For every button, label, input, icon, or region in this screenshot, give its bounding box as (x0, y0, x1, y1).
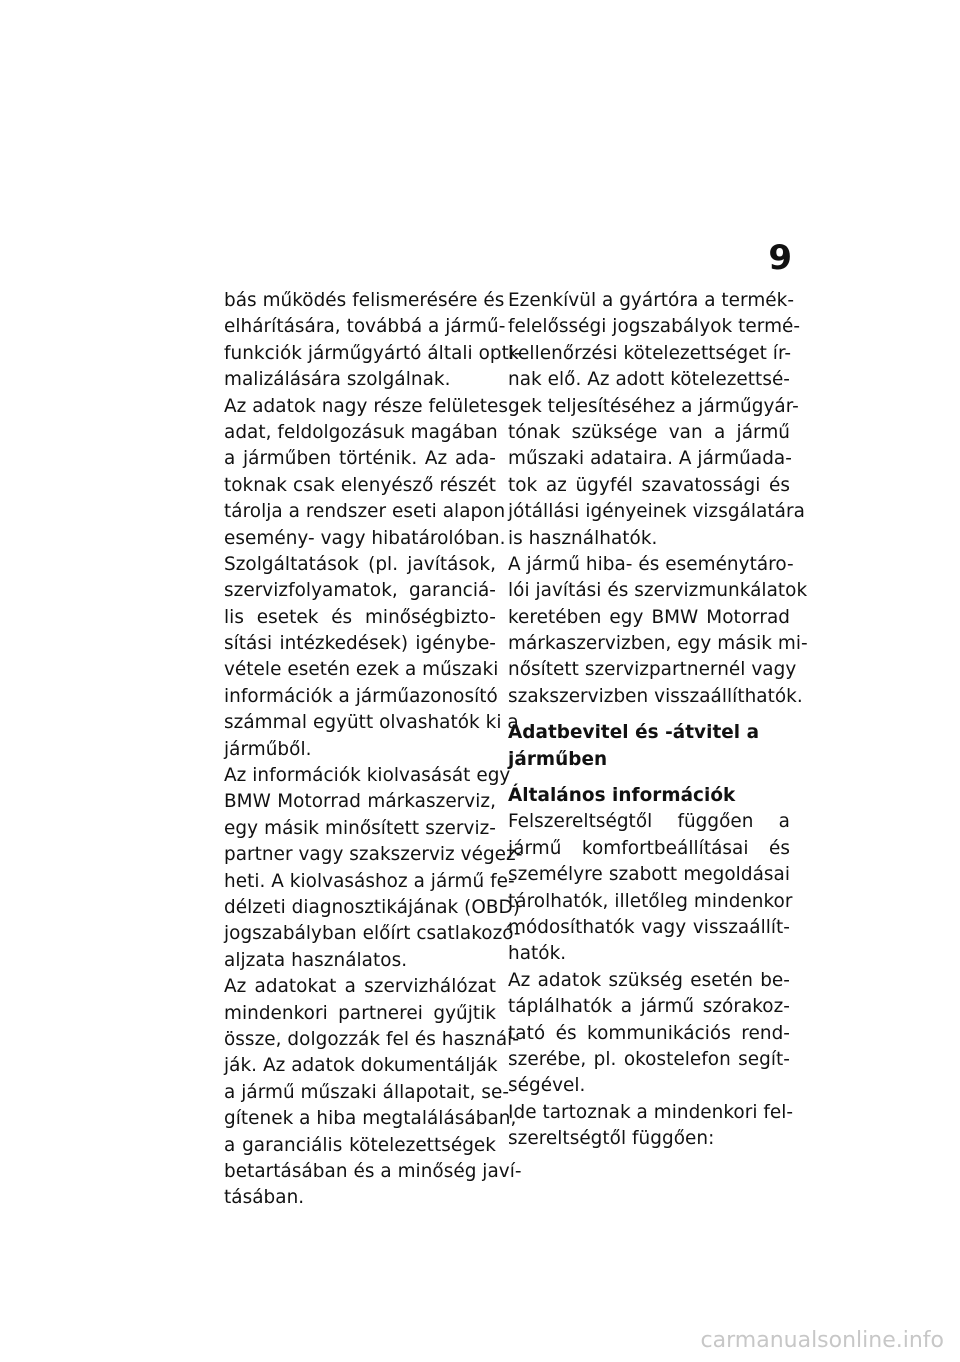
right-column (508, 288, 808, 1153)
text-line: Ezenkívül a gyártóra a termék- (508, 290, 795, 311)
paragraph (508, 968, 790, 1100)
text-line: sítási intézkedések) igénybe- (224, 633, 496, 655)
text-line: gek teljesítéséhez a járműgyár- (508, 395, 799, 417)
text-line: a jármű műszaki állapotait, se- (224, 1081, 510, 1103)
paragraph (224, 763, 523, 974)
page-number: 9 (768, 238, 792, 278)
text-line: Az adatok nagy része felületes (224, 395, 509, 417)
text-line: felelősségi jogszabályok termé- (508, 316, 801, 338)
text-line: információk a járműazonosító (224, 685, 498, 707)
text-line: toknak csak elenyésző részét (224, 474, 496, 496)
paragraph (508, 288, 805, 552)
text-line: hatók. (508, 943, 567, 965)
text-line: BMW Motorrad márkaszerviz, (224, 791, 496, 813)
text-line: betartásában és a minőség javí- (224, 1160, 522, 1182)
text-line: össze, dolgozzák fel és használ- (224, 1028, 520, 1050)
text-line: esemény- vagy hibatárolóban. (224, 527, 506, 549)
text-line: tónak szüksége van a jármű (508, 421, 790, 443)
text-line: tárolhatók, illetőleg mindenkor (508, 890, 793, 912)
text-line: bás működés felismerésére és (224, 290, 505, 311)
left-column (224, 288, 523, 1212)
text-line: szervizfolyamatok, garanciá- (224, 580, 496, 602)
text-line: jótállási igényeinek vizsgálatára (508, 501, 805, 523)
text-line: tató és kommunikációs rend- (508, 1022, 790, 1044)
paragraph (508, 809, 793, 967)
text-line: kellenőrzési kötelezettséget ír- (508, 342, 792, 364)
text-line: lis esetek és minőségbizto- (224, 606, 496, 628)
text-line: nak elő. Az adott kötelezettsé- (508, 369, 790, 391)
text-line: márkaszervizben, egy másik mi- (508, 633, 808, 655)
paragraph (508, 552, 808, 710)
text-line: partner vagy szakszerviz végez- (224, 844, 523, 866)
text-line: személyre szabott megoldásai (508, 864, 790, 886)
text-line: tásában. (224, 1187, 305, 1209)
text-line: a járműben történik. Az ada- (224, 448, 496, 470)
paragraph (224, 552, 519, 763)
text-line: is használhatók. (508, 527, 658, 549)
text-line: jármű komfortbeállításai és (508, 837, 790, 859)
text-line: délzeti diagnosztikájának (OBD) (224, 896, 520, 918)
text-line: keretében egy BMW Motorrad (508, 606, 790, 628)
section-heading-line: Adatbevitel és -átvitel a (508, 722, 760, 744)
text-line: funkciók járműgyártó általi opti- (224, 342, 521, 364)
text-line: aljzata használatos. (224, 949, 408, 971)
text-line: szerébe, pl. okostelefon segít- (508, 1048, 790, 1070)
text-line: Az adatok szükség esetén be- (508, 969, 790, 991)
text-line: módosíthatók vagy visszaállít- (508, 916, 790, 938)
paragraph (224, 974, 522, 1212)
paragraph (224, 394, 509, 552)
text-line: műszaki adataira. A járműada- (508, 448, 792, 470)
section-heading (508, 720, 790, 773)
text-line: vétele esetén ezek a műszaki (224, 659, 499, 681)
text-line: Az információk kiolvasását egy (224, 765, 511, 787)
text-line: A jármű hiba- és eseménytáro- (508, 553, 794, 575)
text-line: malizálására szolgálnak. (224, 369, 451, 391)
text-line: lói javítási és szervizmunkálatok (508, 580, 808, 602)
text-line: szakszervizben visszaállíthatók. (508, 685, 803, 707)
text-line: gítenek a hiba megtalálásában, (224, 1108, 517, 1130)
paragraph (224, 288, 521, 394)
text-line: adat, feldolgozásuk magában (224, 421, 498, 443)
paragraph (508, 1100, 794, 1153)
subheading (508, 783, 790, 809)
text-line: jogszabályban előírt csatlakozó- (224, 923, 521, 945)
text-line: Az adatokat a szervizhálózat (224, 976, 496, 998)
text-line: ségével. (508, 1075, 586, 1097)
section-heading-line: járműben (508, 748, 608, 770)
subheading-text: Általános információk (508, 785, 736, 807)
text-line: Szolgáltatások (pl. javítások, (224, 553, 496, 575)
text-line: tárolja a rendszer eseti alapon (224, 501, 506, 523)
text-line: elhárítására, továbbá a jármű- (224, 316, 506, 338)
text-line: szereltségtől függően: (508, 1128, 715, 1150)
text-line: egy másik minősített szerviz- (224, 817, 496, 839)
text-line: ják. Az adatok dokumentálják (224, 1055, 498, 1077)
text-line: Felszereltségtől függően a (508, 811, 790, 833)
text-line: heti. A kiolvasáshoz a jármű fe- (224, 870, 515, 892)
watermark-text: carmanualsonline.info (700, 1328, 944, 1353)
text-line: tok az ügyfél szavatossági és (508, 474, 790, 496)
text-line: a garanciális kötelezettségek (224, 1134, 496, 1156)
text-line: táplálhatók a jármű szórakoz- (508, 996, 790, 1018)
text-line: mindenkori partnerei gyűjtik (224, 1002, 496, 1024)
text-line: nősített szervizpartnernél vagy (508, 659, 797, 681)
text-line: Ide tartoznak a mindenkori fel- (508, 1101, 794, 1123)
text-line: járműből. (224, 738, 312, 760)
text-line: számmal együtt olvashatók ki a (224, 712, 519, 734)
